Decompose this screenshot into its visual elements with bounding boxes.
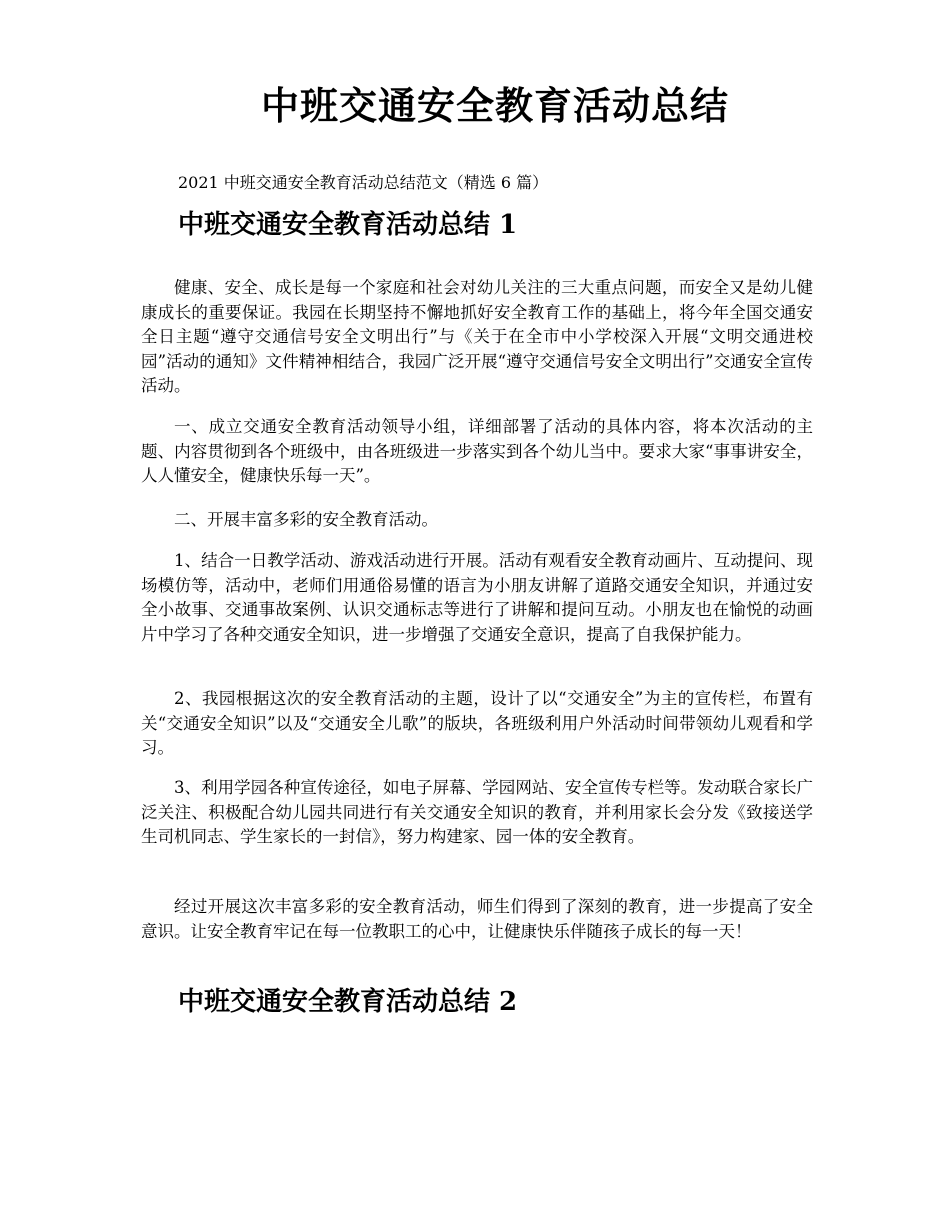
- paragraph-intro: 健康、安全、成长是每一个家庭和社会对幼儿关注的三大重点问题，而安全又是幼儿健康成长的重要保证。我园在长期坚持不懈地抓好安全教育工作的基础上，将今年全国交通安全日主题“遵守交通信号安全文明出行”与《关于在全市中小学校深入开展“文明交通进校园”活动的通知》文件精神相结合，我园广泛开展“遵守交通信号安全文明出行”交通安全宣传活动。: [141, 278, 813, 395]
- document-title: 中班交通安全教育活动总结: [260, 83, 729, 128]
- paragraph-subitem-1: 1、结合一日教学活动、游戏活动进行开展。活动有观看安全教育动画片、互动提问、现场模仿等，活动中，老师们用通俗易懂的语言为小朋友讲解了道路交通安全知识，并通过安全小故事、交通事故案例、认识交通标志等进行了讲解和提问互动。小朋友也在愉悦的动画片中学习了各种交通安全知识，进一步增强了交通安全意识，提高了自我保护能力。: [141, 551, 813, 644]
- document-subtitle: 2021 中班交通安全教育活动总结范文（精选 6 篇）: [178, 173, 549, 192]
- paragraph-item-2: 二、开展丰富多彩的安全教育活动。: [174, 510, 438, 529]
- paragraph-subitem-2: 2、我园根据这次的安全教育活动的主题，设计了以“交通安全”为主的宣传栏，布置有关“交通安全知识”以及“交通安全儿歌”的版块，各班级利用户外活动时间带领幼儿观看和学习。: [141, 689, 813, 757]
- paragraph-subitem-3: 3、利用学园各种宣传途径，如电子屏幕、学园网站、安全宣传专栏等。发动联合家长广泛关注、积极配合幼儿园共同进行有关交通安全知识的教育，并利用家长会分发《致接送学生司机同志、学生家长的一封信》，努力构建家、园一体的安全教育。: [141, 778, 813, 846]
- section-heading-1: 中班交通安全教育活动总结 1: [178, 210, 518, 240]
- section-heading-2: 中班交通安全教育活动总结 2: [178, 987, 518, 1017]
- paragraph-conclusion: 经过开展这次丰富多彩的安全教育活动，师生们得到了深刻的教育，进一步提高了安全意识。让安全教育牢记在每一位教职工的心中，让健康快乐伴随孩子成长的每一天！: [141, 897, 813, 941]
- paragraph-item-1: 一、成立交通安全教育活动领导小组，详细部署了活动的具体内容，将本次活动的主题、内容贯彻到各个班级中，由各班级进一步落实到各个幼儿当中。要求大家“事事讲安全，人人懂安全，健康快乐每一天”。: [141, 417, 813, 485]
